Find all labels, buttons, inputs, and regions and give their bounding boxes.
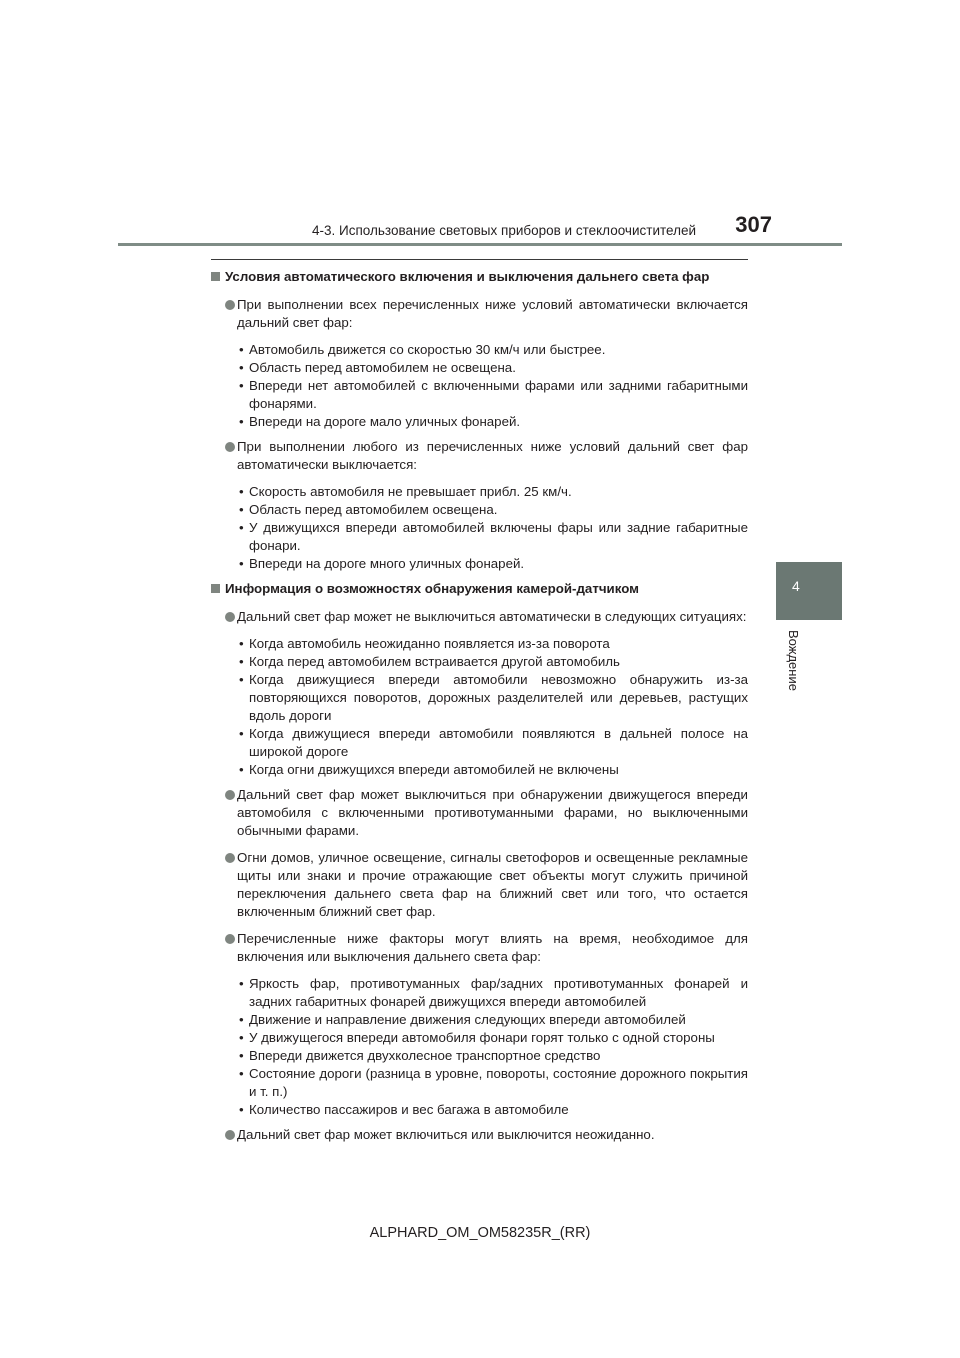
square-bullet-icon	[211, 272, 220, 281]
circle-bullet-icon	[225, 853, 235, 863]
sub-bullet-item: • Когда автомобиль неожиданно появляется из-за поворота	[211, 635, 748, 653]
circle-bullet-icon	[225, 790, 235, 800]
section-heading-text: Информация о возможностях обнаружения камерой-датчиком	[225, 581, 639, 596]
chapter-tab	[776, 562, 842, 620]
sub-bullet-item: • Количество пассажиров и вес багажа в автомобиле	[211, 1101, 748, 1119]
sub-bullet-item: • Состояние дороги (разница в уровне, повороты, состояние дорожного покрытия и т. п.)	[211, 1065, 748, 1101]
circle-bullet-item	[211, 438, 748, 474]
circle-bullet-icon	[225, 300, 235, 310]
circle-bullet-item	[211, 296, 748, 332]
footer-code: ALPHARD_OM_OM58235R_(RR)	[369, 1225, 591, 1241]
sub-bullet-item: • Впереди на дороге мало уличных фонарей.	[211, 413, 748, 431]
sub-bullet-item: • Область перед автомобилем не освещена.	[211, 359, 748, 377]
chapter-tab-number: 4	[792, 578, 800, 594]
chapter-tab-label: Вождение	[786, 630, 801, 691]
circle-bullet-icon	[225, 612, 235, 622]
sub-bullet-list	[211, 341, 748, 431]
header-rule	[118, 243, 842, 246]
item-text: Огни домов, уличное освещение, сигналы светофоров и освещенные рекламные щиты или знаки и прочие отражающие свет объекты могут служить причиной переключения дальнего света фар на ближний свет или того, что остается включенным ближний свет фар.	[237, 850, 748, 919]
section-heading-text: Условия автоматического включения и выключения дальнего света фар	[225, 269, 710, 284]
circle-bullet-item	[211, 786, 748, 840]
circle-bullet-item	[211, 1126, 748, 1144]
sub-bullet-item: • Автомобиль движется со скоростью 30 км/ч или быстрее.	[211, 341, 748, 359]
sub-bullet-item: • Когда огни движущихся впереди автомобилей не включены	[211, 761, 748, 779]
circle-bullet-item	[211, 849, 748, 921]
sub-bullet-item: • Когда движущиеся впереди автомобили появляются в дальней полосе на широкой дороге	[211, 725, 748, 761]
circle-bullet-icon	[225, 1130, 235, 1140]
item-text: Перечисленные ниже факторы могут влиять на время, необходимое для включения или выключения дальнего света фар:	[237, 931, 748, 964]
sub-bullet-item: • Движение и направление движения следующих впереди автомобилей	[211, 1011, 748, 1029]
circle-bullet-icon	[225, 934, 235, 944]
item-text: При выполнении всех перечисленных ниже условий автоматически включается дальний свет фар:	[237, 297, 748, 330]
item-text: При выполнении любого из перечисленных ниже условий дальний свет фар автоматически выключается:	[237, 439, 748, 472]
item-text: Дальний свет фар может включиться или выключится неожиданно.	[237, 1127, 655, 1142]
circle-bullet-item	[211, 608, 748, 626]
item-text: Дальний свет фар может выключиться при обнаружении движущегося впереди автомобиля с включенными противотуманными фарами, но выключенными обычными фарами.	[237, 787, 748, 838]
sub-bullet-list	[211, 975, 748, 1119]
sub-bullet-item: • У движущегося впереди автомобиля фонари горят только с одной стороны	[211, 1029, 748, 1047]
circle-bullet-icon	[225, 442, 235, 452]
section-heading	[211, 580, 748, 598]
section-heading	[211, 268, 748, 286]
circle-bullet-item	[211, 930, 748, 966]
sub-bullet-item: • Впереди нет автомобилей с включенными фарами или задними габаритными фонарями.	[211, 377, 748, 413]
sub-bullet-item: • Впереди на дороге много уличных фонарей.	[211, 555, 748, 573]
sub-bullet-item: • Впереди движется двухколесное транспортное средство	[211, 1047, 748, 1065]
sub-bullet-item: • Область перед автомобилем освещена.	[211, 501, 748, 519]
page-content	[211, 266, 748, 1153]
page-number: 307	[735, 212, 772, 237]
item-text: Дальний свет фар может не выключиться автоматически в следующих ситуациях:	[237, 609, 747, 624]
sub-bullet-item: • Скорость автомобиля не превышает прибл. 25 км/ч.	[211, 483, 748, 501]
sub-bullet-item: • У движущихся впереди автомобилей включены фары или задние габаритные фонари.	[211, 519, 748, 555]
section-top-rule	[211, 259, 748, 260]
sub-bullet-item: • Яркость фар, противотуманных фар/задних противотуманных фонарей и задних габаритных фонарей движущихся впереди автомобилей	[211, 975, 748, 1011]
sub-bullet-item: • Когда перед автомобилем встраивается другой автомобиль	[211, 653, 748, 671]
running-header-title: 4-3. Использование световых приборов и стеклоочистителей	[312, 223, 696, 238]
sub-bullet-list	[211, 483, 748, 573]
square-bullet-icon	[211, 584, 220, 593]
sub-bullet-list	[211, 635, 748, 779]
sub-bullet-item: • Когда движущиеся впереди автомобили невозможно обнаружить из-за повторяющихся поворотов, дорожных разделителей или деревьев, растущих вдоль дороги	[211, 671, 748, 725]
